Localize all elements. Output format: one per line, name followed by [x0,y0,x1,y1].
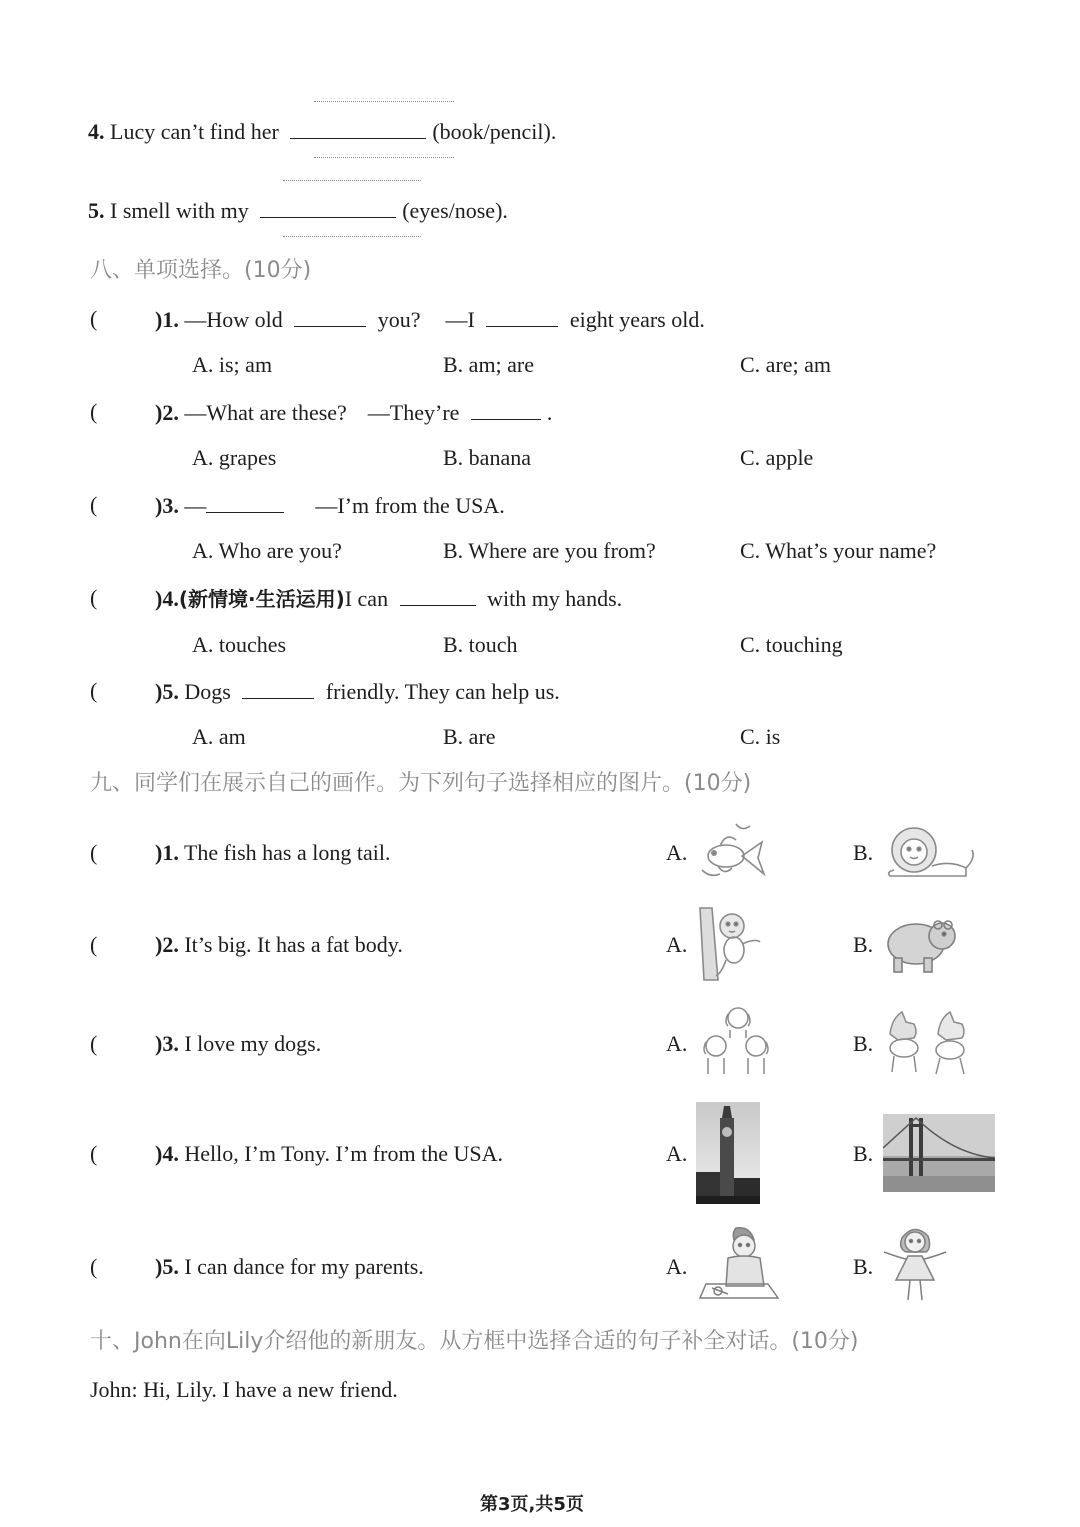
question-blank [294,304,366,327]
question-number: )1. [155,840,179,865]
monkey-drawing-icon[interactable] [696,906,770,987]
question-text: Hello, I’m Tony. I’m from the USA. [184,1141,503,1166]
dialogue-line: John: Hi, Lily. I have a new friend. [90,1377,398,1402]
mc-question-1 [155,304,705,335]
mc-question-3 [155,490,505,521]
option-c[interactable]: C. is [740,724,781,749]
option-c[interactable]: C. apple [740,445,814,470]
question-blank [486,304,558,327]
question-number: )5. [155,679,179,704]
answer-paren[interactable]: ( [90,1031,98,1056]
match-item-4 [155,1139,503,1169]
label-b: B. [853,1031,874,1056]
big-ben-photo-icon[interactable] [696,1102,760,1209]
label-a: A. [666,1031,688,1056]
option-b[interactable]: B. Where are you from? [443,538,656,563]
label-b: B. [853,932,874,957]
question-number: )2. [155,932,179,957]
girl-dancing-drawing-icon[interactable] [880,1222,952,1311]
label-b: B. [853,840,874,865]
option-b[interactable]: B. banana [443,445,531,470]
question-text: —How old [184,307,283,332]
question-number: )5. [155,1254,179,1279]
fill-number: 4. [88,119,105,144]
option-a[interactable]: A. is; am [192,352,273,377]
question-text: I love my dogs. [184,1031,322,1056]
label-a: A. [666,1141,688,1166]
match-item-3 [155,1029,321,1059]
option-a[interactable]: A. Who are you? [192,538,342,563]
question-text: I can [344,586,389,611]
question-number: )1. [155,307,179,332]
answer-paren[interactable]: ( [90,678,98,703]
question-text: friendly. They can help us. [325,679,560,704]
section9-title: 九、同学们在展示自己的画作。为下列句子选择相应的图片。(10分) [90,771,752,796]
answer-paren[interactable]: ( [90,585,98,610]
question-tag: (新情境·生活运用) [178,587,345,611]
question-blank [471,397,541,420]
answer-paren[interactable]: ( [90,1254,98,1279]
mc-question-5 [155,676,560,707]
boy-drawing-picture-icon[interactable] [698,1224,780,1309]
question-number: )4. [155,586,179,611]
question-blank [242,676,314,699]
label-a: A. [666,840,688,865]
question-text: . [546,400,553,425]
question-blank [400,583,476,606]
mc-question-2 [155,397,552,428]
fill-number: 5. [88,198,105,223]
answer-blank[interactable] [290,116,426,139]
match-item-1 [155,838,390,868]
question-text: eight years old. [569,307,705,332]
label-b: B. [853,1141,874,1166]
answer-paren[interactable]: ( [90,306,98,331]
option-c[interactable]: C. touching [740,632,843,657]
question-text: with my hands. [487,586,623,611]
answer-blank[interactable] [260,195,396,218]
fill-text-after: (eyes/nose). [402,198,508,223]
question-text: I can dance for my parents. [184,1254,424,1279]
option-a[interactable]: A. grapes [192,445,277,470]
section10-title: 十、John在向Lily介绍他的新朋友。从方框中选择合适的句子补全对话。(10分) [90,1329,859,1354]
option-b[interactable]: B. am; are [443,352,535,377]
fill-item-5 [88,195,508,226]
lion-drawing-icon[interactable] [884,822,980,887]
question-text: —What are these? [184,400,347,425]
horses-drawing-icon[interactable] [884,1004,970,1083]
match-item-5 [155,1252,424,1282]
question-text: It’s big. It has a fat body. [184,932,403,957]
question-text: Dogs [184,679,231,704]
option-a[interactable]: A. touches [192,632,287,657]
answer-paren[interactable]: ( [90,840,98,865]
option-b[interactable]: B. touch [443,632,518,657]
question-text: The fish has a long tail. [183,840,391,865]
question-text: — [184,493,207,518]
question-text: —I [445,307,475,332]
fill-text-before: Lucy can’t find her [110,119,279,144]
question-text: you? [377,307,421,332]
option-c[interactable]: C. What’s your name? [740,538,937,563]
dogs-drawing-icon[interactable] [698,1004,778,1083]
fill-text-after: (book/pencil). [432,119,557,144]
question-number: )3. [155,1031,179,1056]
question-blank [206,490,284,513]
page-number: 第3页,共5页 [480,1494,584,1515]
answer-paren[interactable]: ( [90,1141,98,1166]
answer-paren[interactable]: ( [90,399,98,424]
option-b[interactable]: B. are [443,724,496,749]
match-item-2 [155,930,403,960]
mc-question-4 [155,583,622,614]
question-number: )3. [155,493,179,518]
answer-paren[interactable]: ( [90,932,98,957]
option-c[interactable]: C. are; am [740,352,832,377]
section8-title: 八、单项选择。(10分) [90,258,312,283]
answer-paren[interactable]: ( [90,492,98,517]
fill-text-before: I smell with my [110,198,249,223]
label-a: A. [666,1254,688,1279]
question-number: )4. [155,1141,179,1166]
bear-drawing-icon[interactable] [884,910,960,981]
fish-drawing-icon[interactable] [696,818,768,889]
fill-item-4 [88,116,556,147]
label-b: B. [853,1254,874,1279]
question-text: —They’re [367,400,460,425]
label-a: A. [666,932,688,957]
question-number: )2. [155,400,179,425]
option-a[interactable]: A. am [192,724,246,749]
question-text: —I’m from the USA. [315,493,505,518]
golden-gate-bridge-photo-icon[interactable] [883,1114,995,1197]
